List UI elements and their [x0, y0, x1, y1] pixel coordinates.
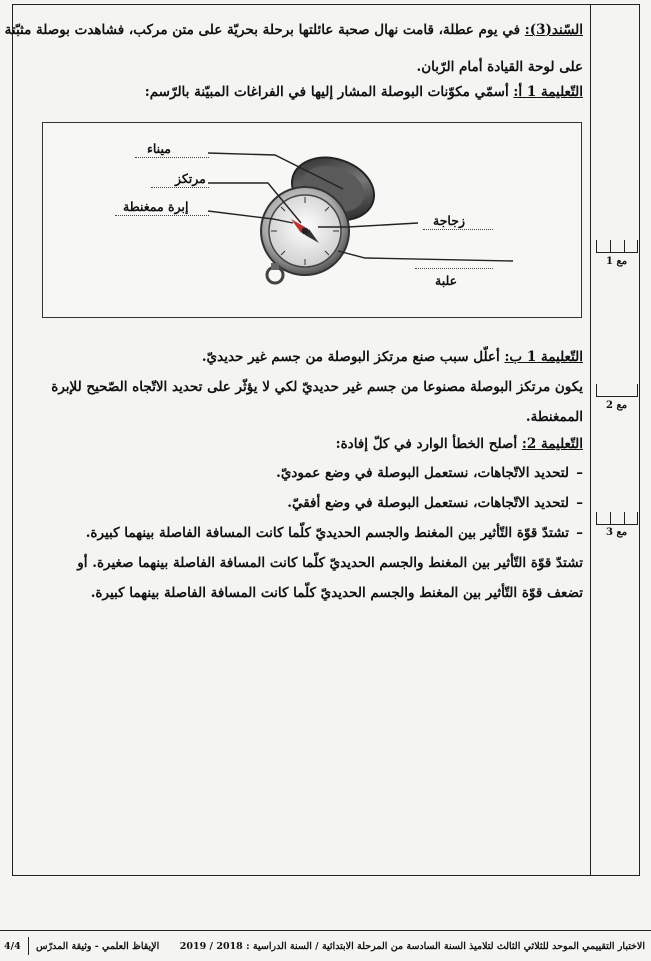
exam-content	[4, 18, 583, 105]
task-1a-label: التّعليمة 1 أ:	[513, 84, 583, 100]
answer-1b-line-1: يكون مرتكز البوصلة مصنوعا من جسم غير حديديّ لكي لا يؤثّر على تحديد الاتّجاه الصّحيح للإبرة	[51, 379, 583, 395]
dotted-blank	[135, 157, 209, 158]
stimulus-text: في يوم عطلة، قامت نهال صحبة عائلتها برحلة بحريّة على متن مركب، فشاهدت بوصلة مثبّتة	[4, 22, 521, 38]
task-2	[18, 432, 583, 457]
score-c3: مع 3	[606, 527, 628, 538]
dash-bullet: –	[576, 495, 583, 511]
task-1b	[18, 345, 583, 370]
label-port: ميناء	[147, 141, 171, 156]
stimulus-label: السّند(3):	[524, 22, 583, 38]
item-3: –تشتدّ قوّة التّأثير بين المغنط والجسم الحديديّ كلّما كانت المسافة الفاصلة بينهما كبيرة.	[18, 521, 583, 546]
task-2-text: أصلح الخطأ الوارد في كلّ إفادة:	[335, 436, 518, 452]
score-c1: مع 1	[606, 256, 628, 267]
answer-3-line-2: تضعف قوّة التّأثير بين المغنط والجسم الحديديّ كلّما كانت المسافة الفاصلة بينهما كبيرة.	[90, 585, 583, 601]
score-column-divider	[590, 4, 591, 876]
task-1b-text: أعلّل سبب صنع مرتكز البوصلة من جسم غير حديديّ.	[201, 349, 500, 365]
dotted-blank	[423, 229, 493, 230]
footer-page-number: 4/4	[4, 941, 21, 952]
task-1a-text: أسمّي مكوّنات البوصلة المشار إليها في الفراغات المبيّنة بالرّسم:	[144, 84, 509, 100]
stimulus-line-1	[4, 18, 583, 43]
score-c2: مع 2	[606, 400, 628, 411]
dash-bullet: –	[576, 465, 583, 481]
answer-1b-line-2: الممغنطة.	[525, 409, 583, 425]
task-2-label: التّعليمة 2:	[521, 436, 583, 452]
exam-content-lower	[18, 345, 583, 606]
compass-figure	[42, 122, 582, 318]
label-needle: إبرة ممغنطة	[123, 199, 189, 214]
item-1: –لتحديد الاتّجاهات، نستعمل البوصلة في وضع عموديّ.	[18, 461, 583, 486]
footer-exam-info: الاختبار التقييمي الموحد للثلاثي الثالث لتلاميذ السنة السادسة من المرحلة الابتدائية / السنة الدراسية : 2018 / 2019	[179, 941, 645, 952]
dash-bullet: –	[576, 525, 583, 541]
compass-illustration	[43, 123, 581, 317]
task-1a	[18, 80, 583, 105]
stimulus-line-2: على لوحة القيادة أمام الرّبان.	[416, 59, 583, 75]
footer-separator	[28, 937, 29, 955]
compass-pivot	[302, 228, 309, 235]
dotted-blank	[151, 187, 209, 188]
answer-3-line-1: تشتدّ قوّة التّأثير بين المغنط والجسم الحديديّ كلّما كانت المسافة الفاصلة بينهما صغيرة. أو	[77, 555, 583, 571]
page-footer	[0, 930, 651, 961]
item-2: –لتحديد الاتّجاهات، نستعمل البوصلة في وضع أفقيّ.	[18, 491, 583, 516]
label-pivot: مرتكز	[175, 171, 206, 186]
score-boxes-3	[596, 512, 638, 525]
leader-case	[338, 251, 513, 261]
label-glass: زجاجة	[433, 213, 466, 228]
label-case: علبة	[435, 273, 458, 288]
score-boxes-2	[596, 384, 638, 397]
task-1b-label: التّعليمة 1 ب:	[504, 349, 583, 365]
score-boxes-1	[596, 240, 638, 253]
dotted-blank	[115, 215, 209, 216]
dotted-blank	[415, 268, 493, 269]
footer-subject: الإيقاظ العلمي - وثيقة المدرّس	[36, 941, 160, 952]
